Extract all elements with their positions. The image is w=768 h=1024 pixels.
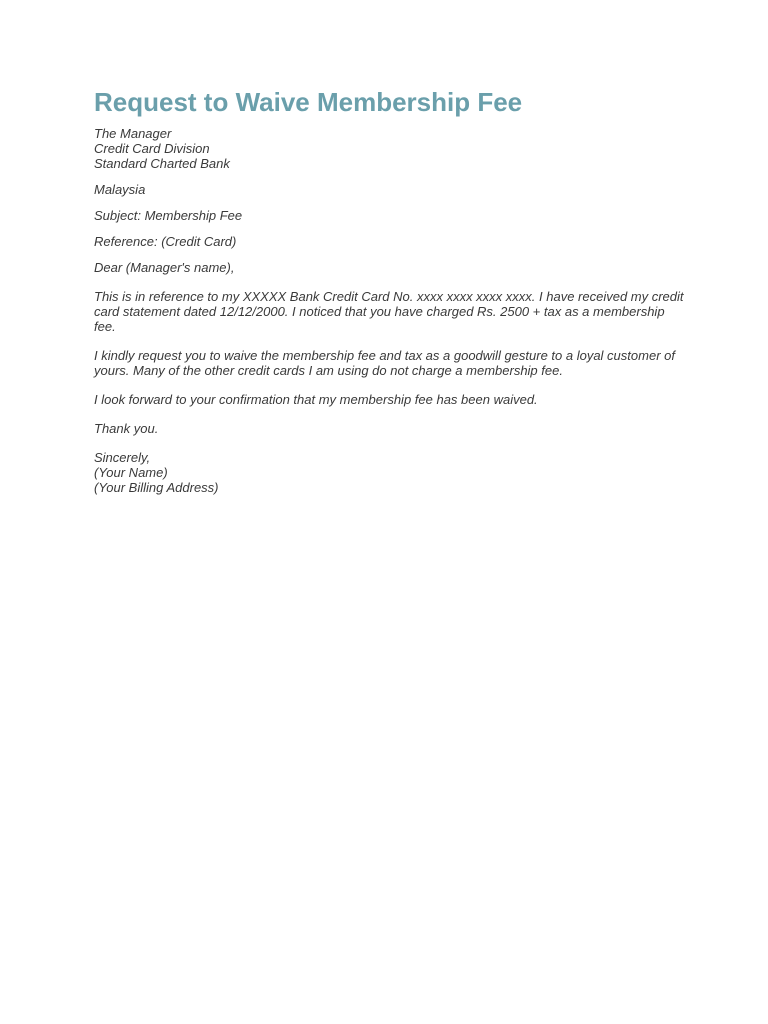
document-title: Request to Waive Membership Fee: [94, 87, 523, 117]
closing-line-1: Sincerely,: [94, 450, 151, 465]
reference-line: Reference: (Credit Card): [94, 234, 237, 249]
recipient-line-2: Credit Card Division: [94, 141, 210, 156]
letter-content: [94, 86, 694, 506]
paragraph-3-text: I look forward to your confirmation that my membership fee has been waived.: [94, 392, 538, 407]
thanks: [94, 421, 694, 436]
reference: [94, 234, 694, 249]
paragraph-2-text: I kindly request you to waive the membership fee and tax as a goodwill gesture to a loyal customer of yours. Many of the other credit cards I am using do not charge a membership fee.: [94, 348, 675, 378]
closing-line-2: (Your Name): [94, 465, 168, 480]
recipient-line-1: The Manager: [94, 126, 172, 141]
paragraph-1: [94, 289, 694, 334]
recipient-address: [94, 126, 694, 171]
subject-line: Subject: Membership Fee: [94, 208, 243, 223]
paragraph-3: [94, 392, 694, 407]
subject: [94, 208, 694, 223]
country-line: Malaysia: [94, 182, 146, 197]
salutation-line: Dear (Manager's name),: [94, 260, 235, 275]
paragraph-2: [94, 348, 694, 378]
country: [94, 182, 694, 197]
recipient-line-3: Standard Charted Bank: [94, 156, 230, 171]
thanks-line: Thank you.: [94, 421, 159, 436]
paragraph-1-text: This is in reference to my XXXXX Bank Credit Card No. xxxx xxxx xxxx xxxx. I have received my credit card statement dated 12/12/2000. I noticed that you have charged Rs. 2500 + tax as a membership fee.: [94, 289, 684, 334]
closing-line-3: (Your Billing Address): [94, 480, 219, 495]
salutation: [94, 260, 694, 275]
closing: [94, 450, 694, 495]
